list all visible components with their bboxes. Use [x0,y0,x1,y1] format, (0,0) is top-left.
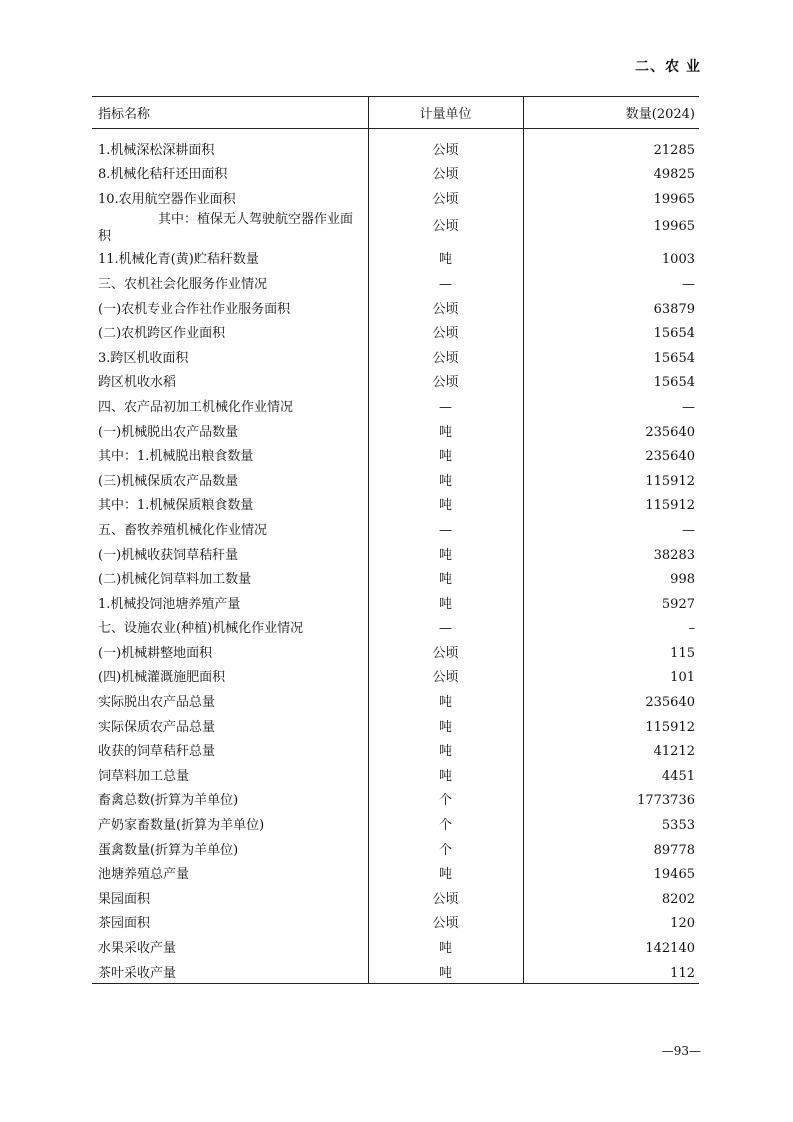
row-unit: — [368,614,523,639]
row-indicator-name: 水果采收产量 [98,941,177,956]
row-indicator-name: 产奶家畜数量(折算为羊单位) [98,818,265,834]
row-unit: 公顷 [368,160,523,185]
row-indicator-name [92,209,368,245]
row-unit: 吨 [368,540,523,565]
table-row [92,515,699,540]
row-value: 101 [670,670,695,686]
table-row [92,209,699,245]
row-unit: 公顷 [368,884,523,909]
row-unit: 吨 [368,958,523,983]
table-row [92,835,699,860]
row-unit: 吨 [368,687,523,712]
header-indicator-name: 指标名称 [92,97,368,129]
table-row [92,343,699,368]
row-indicator-name: 1.机械深松深耕面积 [98,142,215,158]
row-unit: 公顷 [368,294,523,319]
row-value: 998 [670,572,695,588]
table-row [92,417,699,442]
page-number: —93— [661,1044,701,1058]
row-value: 38283 [653,547,695,563]
row-value: 115912 [645,498,695,514]
row-value: 235640 [645,695,695,711]
table-row [92,663,699,688]
row-indicator-name: 11.机械化青(黄)贮秸秆数量 [98,252,259,268]
row-value: — [682,522,695,538]
row-indicator-name: (四)机械灌溉施肥面积 [98,670,226,686]
table-row [92,614,699,639]
row-value: 8202 [661,891,695,907]
table-row [92,933,699,958]
row-value: 63879 [653,301,695,317]
table-row [92,810,699,835]
statistics-table [92,96,699,984]
row-value: 115 [670,645,695,661]
table-row [92,638,699,663]
row-value: 19965 [653,218,695,234]
table-row [92,737,699,762]
row-unit: 吨 [368,565,523,590]
row-indicator-name: (二)农机跨区作业面积 [98,326,226,342]
table-row [92,761,699,786]
table-row [92,319,699,344]
row-indicator-name: (一)机械收获饲草秸秆量 [98,547,239,563]
table-row [92,909,699,934]
row-indicator-name: 实际脱出农产品总量 [98,695,216,711]
row-indicator-name: 收获的饲草秸秆总量 [98,744,216,760]
row-value: 1003 [661,252,695,268]
row-value: – [688,621,695,637]
row-unit: — [368,392,523,417]
row-unit: 吨 [368,491,523,516]
row-value: 4451 [661,768,695,784]
table-row [92,184,699,209]
row-value: 5353 [661,818,695,834]
row-unit: 公顷 [368,319,523,344]
row-value: 112 [523,958,699,983]
table-row [92,860,699,885]
table-row [92,958,699,983]
row-value: — [682,399,695,415]
row-unit: 个 [368,835,523,860]
row-unit: 公顷 [368,909,523,934]
row-indicator-name: (三)机械保质农产品数量 [98,473,239,489]
table-row [92,129,699,160]
row-indicator-name: 饲草料加工总量 [98,768,190,784]
row-unit: 公顷 [368,638,523,663]
table-row [92,884,699,909]
row-unit: 个 [368,810,523,835]
table-row [92,540,699,565]
row-unit: — [368,515,523,540]
row-indicator-name: 10.农用航空器作业面积 [98,191,236,207]
row-unit: 吨 [368,712,523,737]
table-row [92,786,699,811]
row-unit: — [368,269,523,294]
row-unit: 公顷 [368,368,523,393]
row-value: 49825 [653,167,695,183]
row-indicator-name: 三、农机社会化服务作业情况 [98,276,268,292]
row-value: 41212 [653,744,695,760]
row-value: 115912 [645,719,695,735]
row-unit: 公顷 [368,129,523,160]
row-value: 15654 [653,326,695,342]
row-unit: 公顷 [368,343,523,368]
row-indicator-name-text: 其中：植保无人驾驶航空器作业面积 [98,211,354,244]
row-indicator-name: 1.机械投饲池塘养殖产量 [98,596,241,612]
table-row [92,392,699,417]
row-value: 15654 [653,375,695,391]
table-row [92,160,699,185]
header-value: 数量(2024) [523,97,699,129]
row-unit: 公顷 [368,184,523,209]
table-body [92,129,699,984]
table-row [92,245,699,270]
row-unit: 吨 [368,589,523,614]
row-value: 21285 [653,142,695,158]
row-value: 15654 [653,350,695,366]
row-indicator-name: 五、畜牧养殖机械化作业情况 [98,522,268,538]
row-indicator-name: 茶叶采收产量 [92,958,368,983]
row-indicator-name: 其中：1.机械保质粮食数量 [98,498,254,514]
table-row [92,269,699,294]
row-indicator-name: 8.机械化秸秆还田面积 [98,167,228,183]
row-unit: 吨 [368,466,523,491]
row-indicator-name: 畜禽总数(折算为羊单位) [98,793,239,809]
row-indicator-name: 池塘养殖总产量 [98,867,190,883]
row-indicator-name: 其中：1.机械脱出粮食数量 [98,449,254,465]
row-indicator-name: 实际保质农产品总量 [98,719,216,735]
row-indicator-name: (一)机械脱出农产品数量 [98,424,239,440]
row-value: 1773736 [637,793,695,809]
row-indicator-name: 蛋禽数量(折算为羊单位) [98,842,239,858]
row-unit: 吨 [368,245,523,270]
row-value: 235640 [645,449,695,465]
row-unit: 吨 [368,442,523,467]
table-row [92,491,699,516]
row-value: 5927 [661,596,695,612]
table-row [92,712,699,737]
section-title: 二、农 业 [635,59,701,75]
row-unit: 公顷 [368,663,523,688]
row-value: 19965 [653,191,695,207]
row-indicator-name: 四、农产品初加工机械化作业情况 [98,399,294,415]
row-value: 19465 [653,867,695,883]
row-value: 120 [670,916,695,932]
table-row [92,565,699,590]
table-row [92,589,699,614]
row-indicator-name: (一)机械耕整地面积 [98,645,213,661]
row-indicator-name: (二)机械化饲草料加工数量 [98,572,252,588]
table-row [92,442,699,467]
row-indicator-name: 茶园面积 [98,916,151,932]
row-unit: 吨 [368,737,523,762]
row-value: 142140 [645,941,695,956]
row-indicator-name: 跨区机收水稻 [98,375,177,391]
row-unit: 吨 [368,761,523,786]
table-row [92,466,699,491]
row-indicator-name: 果园面积 [98,891,151,907]
row-unit: 吨 [368,933,523,958]
row-unit: 吨 [368,417,523,442]
row-value: 115912 [645,473,695,489]
row-value: — [682,276,695,292]
table-row [92,687,699,712]
table-row [92,368,699,393]
row-unit: 吨 [368,860,523,885]
table-row [92,294,699,319]
row-value: 89778 [653,842,695,858]
row-unit: 个 [368,786,523,811]
row-indicator-name: (一)农机专业合作社作业服务面积 [98,301,291,317]
row-value: 235640 [645,424,695,440]
row-indicator-name: 3.跨区机收面积 [98,350,189,366]
row-unit: 公顷 [368,209,523,245]
table-header-row [92,97,699,129]
header-unit: 计量单位 [368,97,523,129]
row-indicator-name: 七、设施农业(种植)机械化作业情况 [98,621,304,637]
